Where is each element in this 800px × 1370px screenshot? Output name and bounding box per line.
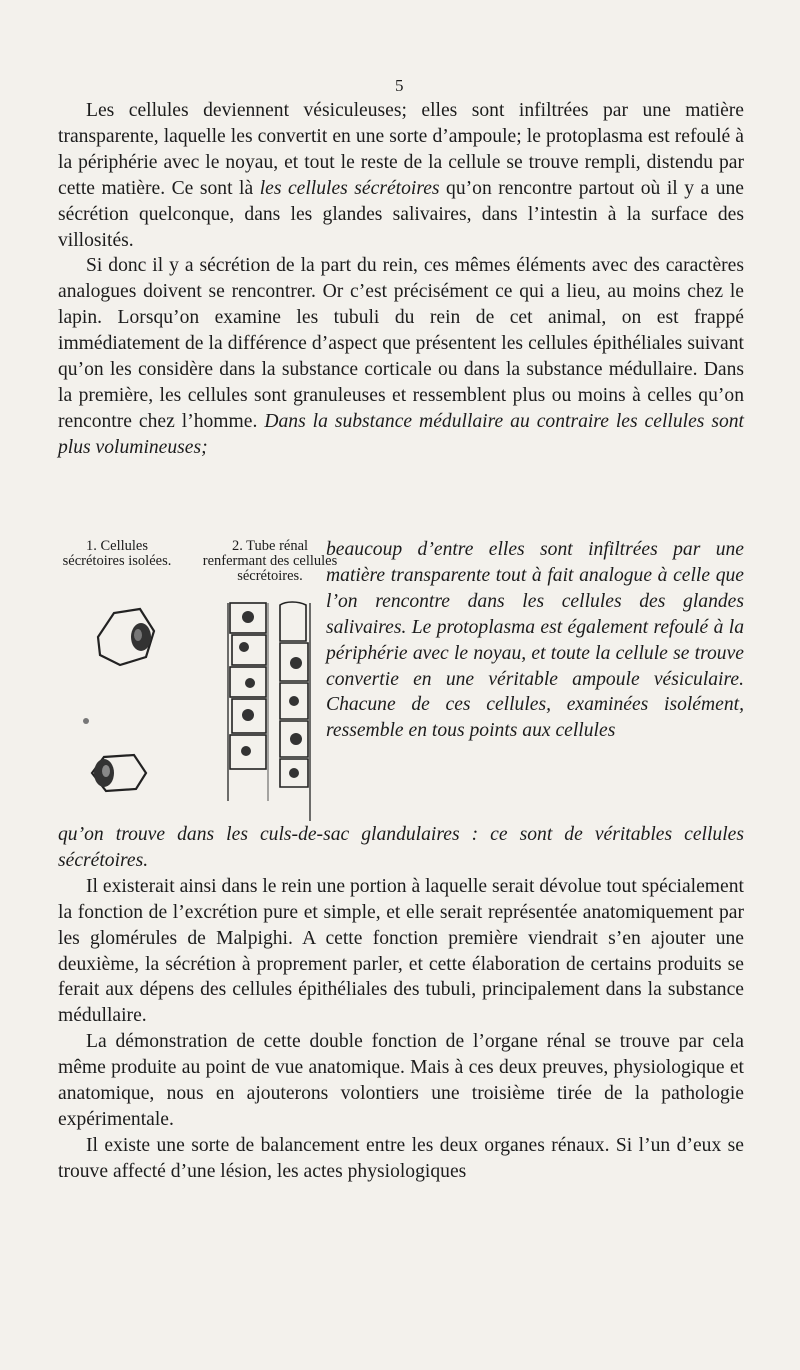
paragraph-1-text-end: qu’on rencontre partout où il y a une sécrétion quelconque, dans les glandes salivaires, dans l’intestin à la surface des villosités. xyxy=(58,177,744,251)
paragraph-3: Il existerait ainsi dans le rein une portion à laquelle serait dévolue tout spécialement la fonction de l’excrétion pure et simple, et elle serait représentée anatomiquement par les glomérules de Malpighi. A cette fonction première viendrait s’en ajouter une deuxième, la sécrétion à proprement parler, et cette élaboration de certains produits se ferait aux dépens des cellules épithéliales des tubuli, principalement dans la substance médullaire. xyxy=(58,875,744,1027)
paragraph-1-italic: les cellules sécrétoires xyxy=(259,177,440,199)
figure-2-illustration xyxy=(224,601,324,823)
figure-zone xyxy=(58,537,744,821)
text-block-bottom xyxy=(58,822,744,1185)
figure-2-caption: 2. Tube rénal renfermant des cellules sécrétoires. xyxy=(202,538,338,584)
page-number: 5 xyxy=(395,76,404,95)
figure-1-caption: 1. Cellules sécrétoires isolées. xyxy=(62,538,172,569)
text-block-top xyxy=(58,98,744,461)
paragraph-1 xyxy=(58,98,744,253)
paragraph-2 xyxy=(58,253,744,460)
paragraph-2-text: Si donc il y a sécrétion de la part du rein, ces mêmes éléments avec des caractères analogues doivent se rencontrer. Or c’est précisément ce qui a lieu, au moins chez le lapin. Lorsqu’on examine les tubuli du rein de cet animal, on est frappé immédiatement de la différence d’aspect que présentent les cellules épithéliales suivant qu’on les considère dans la substance corticale ou dans la substance médullaire. Dans la première, les cellules sont granuleuses et ressemblent plus ou moins à celles qu’on rencontre chez l’homme. xyxy=(58,255,744,432)
figure-group xyxy=(58,537,338,821)
paragraph-2-end xyxy=(58,822,744,874)
paragraph-2-side-text: beaucoup d’entre elles sont infiltrées par une matière transparente tout à fait analogue à celle que l’on rencontre dans les cellules des glandes salivaires. Le protoplasma est également refoulé à la périphérie avec le noyau, et toute la cellule se trouve convertie en une véritable ampoule vésiculaire. Chacune de ces cellules, examinées isolément, ressemble en tous points aux cellules xyxy=(326,539,744,742)
paragraph-4: La démonstration de cette double fonction de l’organe rénal se trouve par cela même produite au point de vue anatomique. Mais à ces deux preuves, physiologique et anatomique, nous en ajouterons volontiers une troisième tirée de la pathologie expérimentale. xyxy=(58,1031,744,1130)
paragraph-2-italic: Dans la substance médullaire au contraire les cellules sont plus volumineuses; xyxy=(58,410,745,458)
paragraph-5: Il existe une sorte de balancement entre les deux organes rénaux. Si l’un d’eux se trouve affecté d’une lésion, les actes physiologiques xyxy=(58,1134,744,1182)
paragraph-2-italic-end: qu’on trouve dans les culs-de-sac glandulaires : ce sont de véritables cellules sécrétoires. xyxy=(58,824,744,871)
paragraph-1-text: Les cellules deviennent vésiculeuses; elles sont infiltrées par une matière transparente, laquelle les convertit en une sorte d’ampoule; le protoplasma est refoulé à la périphérie avec le noyau, et tout le reste de la cellule se trouve rempli, distendu par cette matière. Ce sont là xyxy=(58,100,744,199)
figure-1-illustration xyxy=(78,597,168,817)
